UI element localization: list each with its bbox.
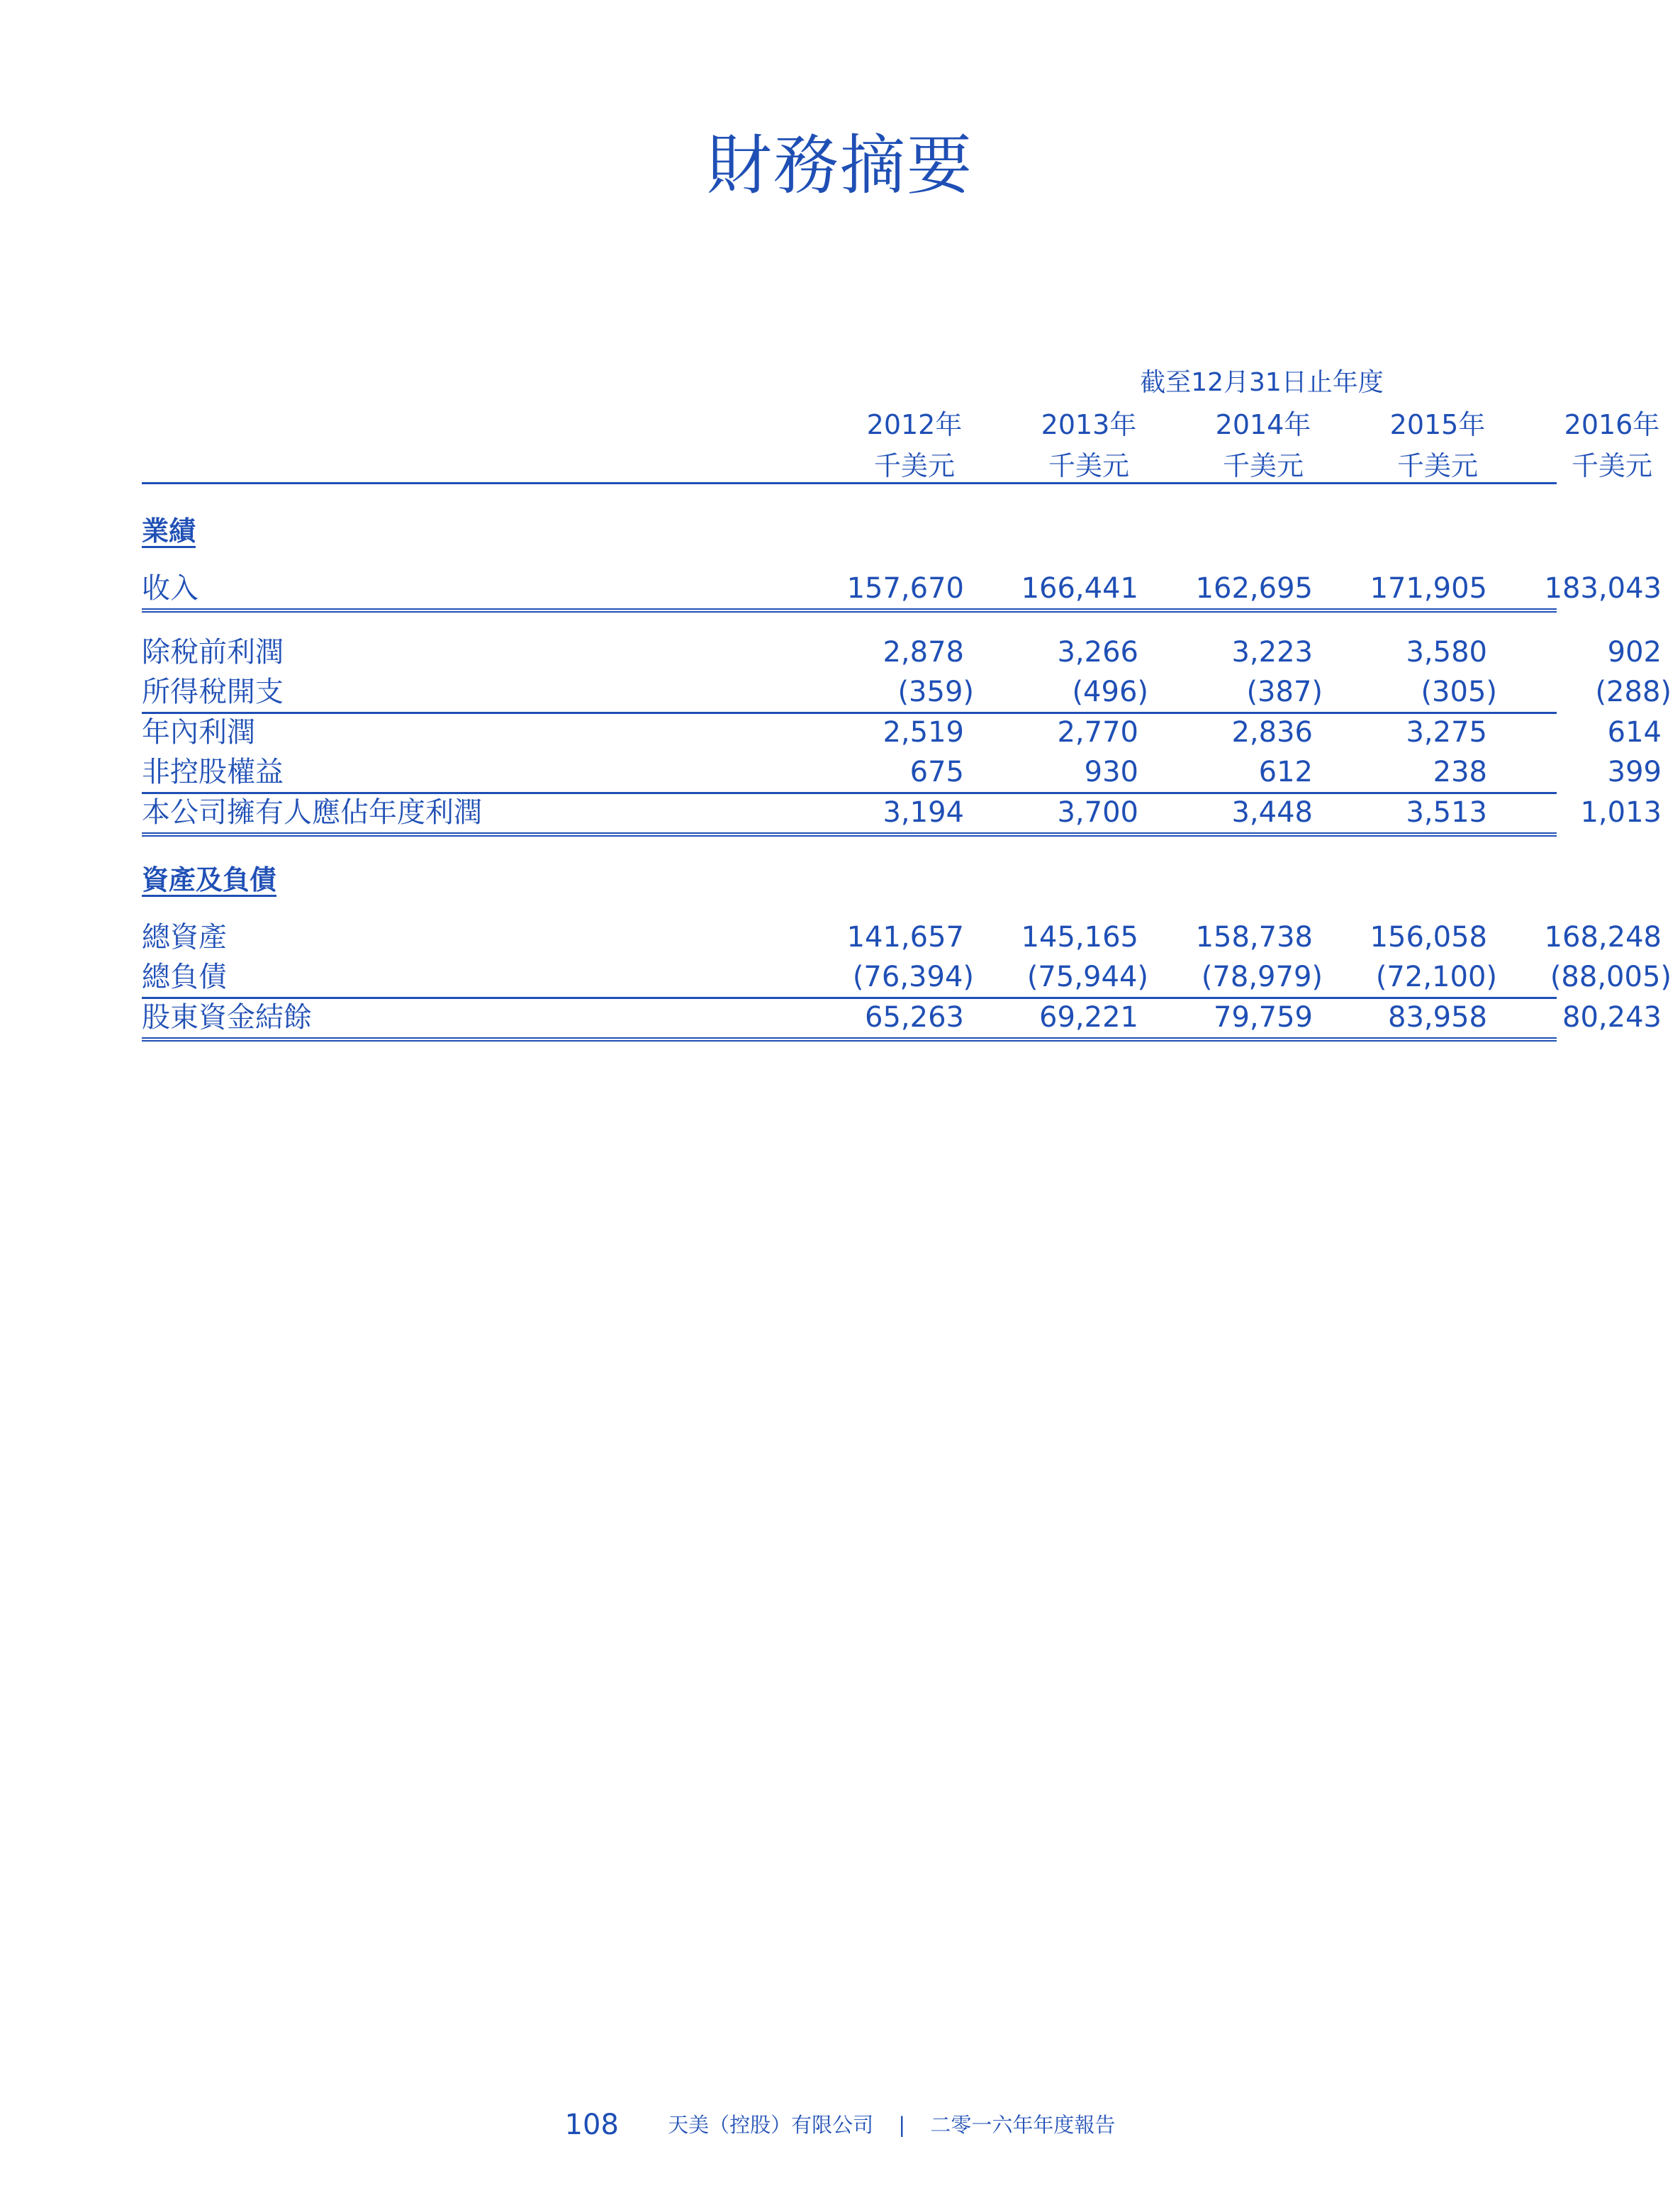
value-2014: 79,759: [1214, 1001, 1313, 1034]
unit-label: 千美元: [1396, 450, 1478, 481]
value-2016: 399: [1607, 756, 1662, 788]
row-label: 總負債: [142, 961, 227, 993]
year-label: 2014年: [1215, 409, 1311, 440]
value-2014: 3,448: [1231, 796, 1313, 829]
page-footer: [0, 2109, 1680, 2141]
value-2014: 3,223: [1231, 636, 1313, 669]
unit-label: 千美元: [1571, 450, 1652, 481]
value-2014: 158,738: [1195, 921, 1313, 954]
value-2016: 1,013: [1580, 796, 1662, 829]
company-name: 天美（控股）有限公司: [668, 2113, 874, 2137]
value-2012: (76,394): [852, 961, 974, 993]
double-rule: [142, 1037, 1557, 1042]
value-2012: 2,519: [883, 716, 964, 749]
value-2015: 3,580: [1406, 636, 1487, 669]
value-2016: (88,005): [1550, 961, 1671, 993]
year-label: 2012年: [866, 409, 963, 440]
row-label: 收入: [142, 572, 198, 605]
value-2015: 3,275: [1406, 716, 1487, 749]
year-header-2016: [1541, 404, 1680, 486]
year-label: 2015年: [1389, 409, 1486, 440]
value-2013: 2,770: [1057, 716, 1138, 749]
value-2015: 3,513: [1406, 796, 1487, 829]
year-header-2015: [1367, 404, 1508, 486]
table-row-total-liabilities: [142, 957, 1671, 997]
year-header-2012: [844, 404, 985, 486]
page-title: 財務摘要: [706, 128, 973, 203]
value-2014: 612: [1258, 756, 1313, 788]
value-2015: 238: [1433, 756, 1487, 788]
value-2013: (75,944): [1026, 961, 1148, 993]
row-label: 股東資金結餘: [142, 1001, 312, 1034]
value-2013: (496): [1072, 676, 1148, 708]
value-2016: 183,043: [1544, 572, 1662, 605]
value-2016: 80,243: [1562, 1001, 1662, 1034]
row-label: 總資產: [142, 921, 227, 954]
year-header-2014: [1192, 404, 1334, 486]
footer-separator: |: [898, 2113, 906, 2137]
value-2016: 614: [1607, 716, 1662, 749]
value-2015: 171,905: [1370, 572, 1487, 605]
unit-label: 千美元: [1048, 450, 1129, 481]
double-rule: [142, 832, 1557, 837]
table-row-total-assets: [142, 917, 1662, 957]
value-2013: 145,165: [1021, 921, 1138, 954]
value-2015: 83,958: [1388, 1001, 1487, 1034]
unit-label: 千美元: [873, 450, 955, 481]
report-name: 二零一六年年度報告: [930, 2113, 1116, 2137]
table-row-shareholders-funds: [142, 998, 1662, 1037]
value-2013: 166,441: [1021, 572, 1138, 605]
table-row-profit-before-tax: [142, 632, 1662, 672]
period-header: 截至12月31日止年度: [1140, 368, 1384, 397]
value-2015: (305): [1421, 676, 1497, 708]
value-2013: 69,221: [1039, 1001, 1138, 1034]
value-2013: 930: [1084, 756, 1138, 788]
value-2014: (387): [1246, 676, 1323, 708]
year-label: 2016年: [1564, 409, 1660, 440]
section-heading-results: 業績: [142, 515, 196, 547]
value-2012: 3,194: [883, 796, 964, 829]
row-label: 本公司擁有人應佔年度利潤: [142, 796, 482, 829]
row-label: 年內利潤: [142, 716, 255, 749]
year-label: 2013年: [1041, 409, 1137, 440]
value-2015: 156,058: [1370, 921, 1487, 954]
value-2012: (359): [897, 676, 974, 708]
page-number: 108: [564, 2109, 619, 2141]
value-2015: (72,100): [1375, 961, 1497, 993]
section-heading-assets-liabilities: 資產及負債: [142, 864, 277, 895]
table-row-revenue: [142, 569, 1662, 608]
table-row-profit-for-year: [142, 713, 1662, 752]
value-2016: 902: [1607, 636, 1662, 669]
double-rule: [142, 608, 1557, 613]
value-2012: 675: [909, 756, 964, 788]
value-2016: (288): [1595, 676, 1671, 708]
value-2012: 65,263: [865, 1001, 964, 1034]
table-row-profit-attributable: [142, 793, 1662, 832]
value-2014: (78,979): [1201, 961, 1323, 993]
row-label: 除稅前利潤: [142, 636, 284, 669]
value-2014: 162,695: [1195, 572, 1313, 605]
value-2012: 157,670: [846, 572, 964, 605]
value-2012: 141,657: [846, 921, 964, 954]
value-2014: 2,836: [1231, 716, 1313, 749]
unit-label: 千美元: [1222, 450, 1304, 481]
table-row-income-tax: [142, 672, 1671, 712]
value-2012: 2,878: [883, 636, 964, 669]
row-label: 非控股權益: [142, 756, 284, 788]
value-2013: 3,266: [1057, 636, 1138, 669]
year-header-2013: [1018, 404, 1160, 486]
value-2016: 168,248: [1544, 921, 1662, 954]
header-rule: [142, 482, 1557, 484]
row-label: 所得稅開支: [142, 676, 284, 708]
value-2013: 3,700: [1057, 796, 1138, 829]
table-row-non-controlling-interests: [142, 752, 1662, 792]
